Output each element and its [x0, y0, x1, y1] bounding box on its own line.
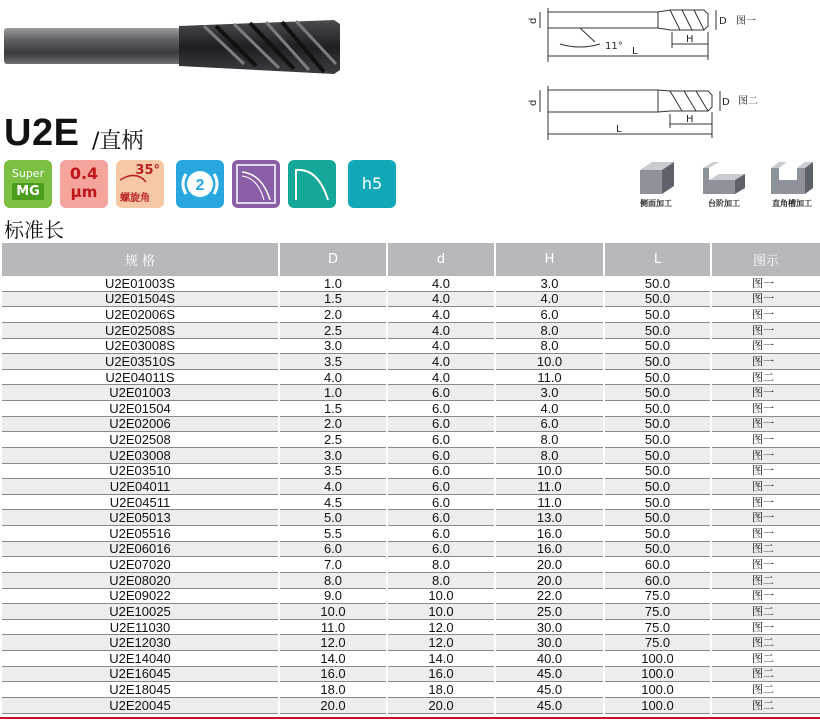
cell-d: 6.0 — [387, 447, 495, 463]
col-header-D: D — [279, 243, 387, 276]
fig1-label: 图一 — [736, 16, 756, 27]
cell-H: 3.0 — [495, 385, 604, 401]
cell-spec: U2E20045 — [1, 697, 279, 713]
cell-spec: U2E06016 — [1, 541, 279, 557]
table-row — [1, 354, 820, 370]
cell-L: 100.0 — [604, 682, 711, 698]
cell-d: 4.0 — [387, 276, 495, 291]
table-row — [1, 385, 820, 401]
cell-D: 4.0 — [279, 479, 387, 495]
cell-spec: U2E04011S — [1, 369, 279, 385]
step-milling-icon — [699, 160, 749, 196]
coating-top: Super — [11, 167, 45, 180]
fig2-L-label: L — [616, 124, 622, 135]
cell-D: 18.0 — [279, 682, 387, 698]
cell-D: 3.5 — [279, 354, 387, 370]
cell-figure: 图一 — [711, 588, 820, 604]
op-label-slot: 直角槽加工 — [772, 199, 812, 208]
step-milling-op — [696, 160, 752, 209]
cell-spec: U2E01003 — [1, 385, 279, 401]
op-label-step: 台阶加工 — [708, 199, 740, 208]
cell-D: 4.5 — [279, 494, 387, 510]
cell-L: 50.0 — [604, 322, 711, 338]
cell-figure: 图一 — [711, 307, 820, 323]
cell-L: 50.0 — [604, 369, 711, 385]
cell-spec: U2E02006 — [1, 416, 279, 432]
end-mill-product-image — [4, 14, 344, 76]
cell-spec: U2E02006S — [1, 307, 279, 323]
cell-L: 50.0 — [604, 307, 711, 323]
cell-H: 11.0 — [495, 494, 604, 510]
cell-H: 8.0 — [495, 432, 604, 448]
helix-angle-value: 35° — [135, 163, 160, 178]
cell-d: 6.0 — [387, 401, 495, 417]
cell-figure: 图一 — [711, 432, 820, 448]
table-row — [1, 307, 820, 323]
cell-figure: 图一 — [711, 401, 820, 417]
table-row — [1, 479, 820, 495]
cell-L: 100.0 — [604, 697, 711, 713]
cell-L: 50.0 — [604, 291, 711, 307]
cell-d: 16.0 — [387, 666, 495, 682]
cell-d: 4.0 — [387, 369, 495, 385]
product-name: /直柄 — [92, 129, 144, 154]
cell-figure: 图二 — [711, 651, 820, 667]
cell-L: 60.0 — [604, 572, 711, 588]
cell-H: 13.0 — [495, 510, 604, 526]
cell-figure: 图一 — [711, 619, 820, 635]
col-header-d: d — [387, 243, 495, 276]
cell-figure: 图一 — [711, 526, 820, 542]
cell-H: 11.0 — [495, 479, 604, 495]
cell-L: 50.0 — [604, 276, 711, 291]
table-row — [1, 651, 820, 667]
slot-milling-icon — [767, 160, 817, 196]
figure-2-drawing — [520, 82, 760, 142]
section-title: 标准长 — [4, 218, 64, 242]
product-code: U2E — [4, 112, 80, 154]
slot-milling-op — [764, 160, 820, 209]
cell-spec: U2E01504S — [1, 291, 279, 307]
cell-D: 1.0 — [279, 276, 387, 291]
cell-H: 22.0 — [495, 588, 604, 604]
table-row — [1, 401, 820, 417]
corner-type-badge — [232, 160, 280, 208]
cell-d: 6.0 — [387, 541, 495, 557]
cell-D: 2.5 — [279, 432, 387, 448]
cell-H: 20.0 — [495, 557, 604, 573]
op-label-side: 侧面加工 — [640, 199, 672, 208]
flute-count-icon — [176, 160, 224, 208]
cell-L: 75.0 — [604, 588, 711, 604]
cell-D: 3.0 — [279, 338, 387, 354]
table-row — [1, 604, 820, 620]
fig2-label: 图二 — [738, 96, 758, 107]
cell-spec: U2E07020 — [1, 557, 279, 573]
cell-figure: 图一 — [711, 479, 820, 495]
cell-spec: U2E05516 — [1, 526, 279, 542]
table-row — [1, 697, 820, 713]
cell-spec: U2E18045 — [1, 682, 279, 698]
cell-L: 100.0 — [604, 651, 711, 667]
cell-D: 3.0 — [279, 447, 387, 463]
cell-figure: 图一 — [711, 494, 820, 510]
cell-figure: 图一 — [711, 276, 820, 291]
cell-spec: U2E03008S — [1, 338, 279, 354]
cell-D: 11.0 — [279, 619, 387, 635]
cell-d: 6.0 — [387, 463, 495, 479]
cell-D: 2.0 — [279, 307, 387, 323]
cell-spec: U2E01003S — [1, 276, 279, 291]
cell-d: 4.0 — [387, 307, 495, 323]
cell-H: 8.0 — [495, 338, 604, 354]
cell-L: 50.0 — [604, 385, 711, 401]
cell-D: 16.0 — [279, 666, 387, 682]
cell-H: 40.0 — [495, 651, 604, 667]
cell-spec: U2E02508S — [1, 322, 279, 338]
cell-H: 45.0 — [495, 682, 604, 698]
cell-figure: 图一 — [711, 557, 820, 573]
cell-L: 75.0 — [604, 619, 711, 635]
cell-spec: U2E14040 — [1, 651, 279, 667]
cell-L: 50.0 — [604, 401, 711, 417]
cell-L: 100.0 — [604, 666, 711, 682]
table-row — [1, 541, 820, 557]
bottom-divider — [0, 717, 820, 719]
cell-d: 6.0 — [387, 432, 495, 448]
cell-H: 10.0 — [495, 354, 604, 370]
cell-d: 6.0 — [387, 526, 495, 542]
table-row — [1, 666, 820, 682]
table-row — [1, 369, 820, 385]
cell-H: 8.0 — [495, 322, 604, 338]
cell-L: 60.0 — [604, 557, 711, 573]
table-row — [1, 510, 820, 526]
cell-figure: 图一 — [711, 447, 820, 463]
cell-H: 4.0 — [495, 401, 604, 417]
fig1-D-label: D — [719, 16, 727, 27]
cutting-edge-icon — [288, 160, 336, 208]
cell-D: 7.0 — [279, 557, 387, 573]
cell-L: 50.0 — [604, 338, 711, 354]
cell-d: 6.0 — [387, 510, 495, 526]
cell-d: 12.0 — [387, 619, 495, 635]
table-row — [1, 494, 820, 510]
cell-D: 1.0 — [279, 385, 387, 401]
cell-figure: 图二 — [711, 682, 820, 698]
cell-d: 6.0 — [387, 416, 495, 432]
fig1-angle-label: 11° — [605, 41, 623, 52]
cell-D: 3.5 — [279, 463, 387, 479]
side-milling-op — [628, 160, 684, 209]
cell-spec: U2E12030 — [1, 635, 279, 651]
cell-D: 8.0 — [279, 572, 387, 588]
cell-figure: 图一 — [711, 322, 820, 338]
table-row — [1, 432, 820, 448]
cell-figure: 图二 — [711, 369, 820, 385]
cell-D: 10.0 — [279, 604, 387, 620]
cell-d: 4.0 — [387, 354, 495, 370]
cell-figure: 图一 — [711, 510, 820, 526]
cell-H: 16.0 — [495, 541, 604, 557]
table-row — [1, 526, 820, 542]
figure-1-drawing — [520, 4, 760, 64]
coating-bottom: MG — [12, 183, 44, 200]
flute-count: 2 — [195, 177, 205, 194]
col-header-L: L — [604, 243, 711, 276]
cell-H: 30.0 — [495, 635, 604, 651]
cell-d: 12.0 — [387, 635, 495, 651]
cell-figure: 图二 — [711, 666, 820, 682]
cell-d: 6.0 — [387, 479, 495, 495]
cell-spec: U2E03510 — [1, 463, 279, 479]
cell-spec: U2E08020 — [1, 572, 279, 588]
fig2-H-label: H — [686, 114, 694, 125]
cell-D: 4.0 — [279, 369, 387, 385]
cell-L: 50.0 — [604, 416, 711, 432]
cell-d: 18.0 — [387, 682, 495, 698]
cell-d: 4.0 — [387, 338, 495, 354]
cell-D: 9.0 — [279, 588, 387, 604]
table-row — [1, 635, 820, 651]
cell-figure: 图二 — [711, 604, 820, 620]
cell-H: 20.0 — [495, 572, 604, 588]
table-row — [1, 572, 820, 588]
cell-spec: U2E01504 — [1, 401, 279, 417]
table-header-row — [1, 243, 820, 276]
cell-D: 1.5 — [279, 291, 387, 307]
cell-H: 45.0 — [495, 666, 604, 682]
fig2-D-label: D — [722, 97, 730, 108]
cell-L: 50.0 — [604, 463, 711, 479]
table-row — [1, 557, 820, 573]
tolerance-value: 0.4 — [69, 164, 99, 183]
cell-spec: U2E02508 — [1, 432, 279, 448]
cell-figure: 图一 — [711, 416, 820, 432]
table-row — [1, 447, 820, 463]
cell-H: 10.0 — [495, 463, 604, 479]
cell-H: 6.0 — [495, 307, 604, 323]
cell-d: 4.0 — [387, 322, 495, 338]
cell-H: 6.0 — [495, 416, 604, 432]
cell-H: 8.0 — [495, 447, 604, 463]
cell-d: 8.0 — [387, 557, 495, 573]
table-row — [1, 619, 820, 635]
side-milling-icon — [634, 160, 678, 196]
cell-d: 6.0 — [387, 494, 495, 510]
square-corner-icon — [232, 160, 280, 208]
flute-count-badge — [176, 160, 224, 208]
cell-spec: U2E03008 — [1, 447, 279, 463]
cell-spec: U2E11030 — [1, 619, 279, 635]
cell-d: 6.0 — [387, 385, 495, 401]
cell-D: 12.0 — [279, 635, 387, 651]
cell-figure: 图二 — [711, 572, 820, 588]
fig1-H-label: H — [686, 34, 694, 45]
spec-table — [0, 243, 820, 714]
cell-H: 25.0 — [495, 604, 604, 620]
cell-H: 11.0 — [495, 369, 604, 385]
cell-d: 8.0 — [387, 572, 495, 588]
cell-L: 75.0 — [604, 635, 711, 651]
helix-angle-badge — [116, 160, 164, 208]
cell-figure: 图一 — [711, 291, 820, 307]
cell-figure: 图一 — [711, 463, 820, 479]
col-header-spec: 规 格 — [1, 243, 279, 276]
cell-d: 4.0 — [387, 291, 495, 307]
cell-L: 50.0 — [604, 447, 711, 463]
cell-figure: 图一 — [711, 338, 820, 354]
cell-H: 45.0 — [495, 697, 604, 713]
helix-angle-label: 螺旋角 — [120, 193, 150, 204]
cell-spec: U2E03510S — [1, 354, 279, 370]
cell-D: 5.0 — [279, 510, 387, 526]
cell-H: 4.0 — [495, 291, 604, 307]
cell-D: 5.5 — [279, 526, 387, 542]
cell-figure: 图二 — [711, 635, 820, 651]
cell-d: 10.0 — [387, 588, 495, 604]
cell-H: 30.0 — [495, 619, 604, 635]
cell-D: 2.0 — [279, 416, 387, 432]
cell-D: 14.0 — [279, 651, 387, 667]
table-row — [1, 588, 820, 604]
cell-L: 50.0 — [604, 526, 711, 542]
cell-D: 6.0 — [279, 541, 387, 557]
cell-spec: U2E16045 — [1, 666, 279, 682]
tolerance-badge — [60, 160, 108, 208]
table-row — [1, 416, 820, 432]
cell-H: 3.0 — [495, 276, 604, 291]
table-row — [1, 682, 820, 698]
cell-L: 75.0 — [604, 604, 711, 620]
fig2-d-label: d — [528, 99, 539, 106]
cell-spec: U2E04511 — [1, 494, 279, 510]
cell-spec: U2E04011 — [1, 479, 279, 495]
cell-spec: U2E10025 — [1, 604, 279, 620]
tolerance-unit: μm — [70, 183, 98, 201]
cell-L: 50.0 — [604, 510, 711, 526]
cell-L: 50.0 — [604, 432, 711, 448]
cell-D: 1.5 — [279, 401, 387, 417]
cell-d: 20.0 — [387, 697, 495, 713]
cell-figure: 图一 — [711, 385, 820, 401]
col-header-figure: 图示 — [711, 243, 820, 276]
shank-tolerance-badge: h5 — [348, 160, 396, 208]
cell-figure: 图二 — [711, 697, 820, 713]
cell-L: 50.0 — [604, 494, 711, 510]
cell-D: 2.5 — [279, 322, 387, 338]
coating-badge — [4, 160, 52, 208]
cutting-edge-badge — [288, 160, 336, 208]
fig1-L-label: L — [632, 46, 638, 57]
cell-d: 10.0 — [387, 604, 495, 620]
cell-d: 14.0 — [387, 651, 495, 667]
cell-spec: U2E09022 — [1, 588, 279, 604]
cell-L: 50.0 — [604, 479, 711, 495]
table-row — [1, 463, 820, 479]
cell-L: 50.0 — [604, 354, 711, 370]
cell-L: 50.0 — [604, 541, 711, 557]
table-row — [1, 291, 820, 307]
table-row — [1, 322, 820, 338]
cell-spec: U2E05013 — [1, 510, 279, 526]
fig1-d-label: d — [528, 17, 539, 24]
col-header-H: H — [495, 243, 604, 276]
table-row — [1, 338, 820, 354]
cell-D: 20.0 — [279, 697, 387, 713]
table-row — [1, 276, 820, 291]
cell-figure: 图二 — [711, 541, 820, 557]
cell-figure: 图一 — [711, 354, 820, 370]
cell-H: 16.0 — [495, 526, 604, 542]
